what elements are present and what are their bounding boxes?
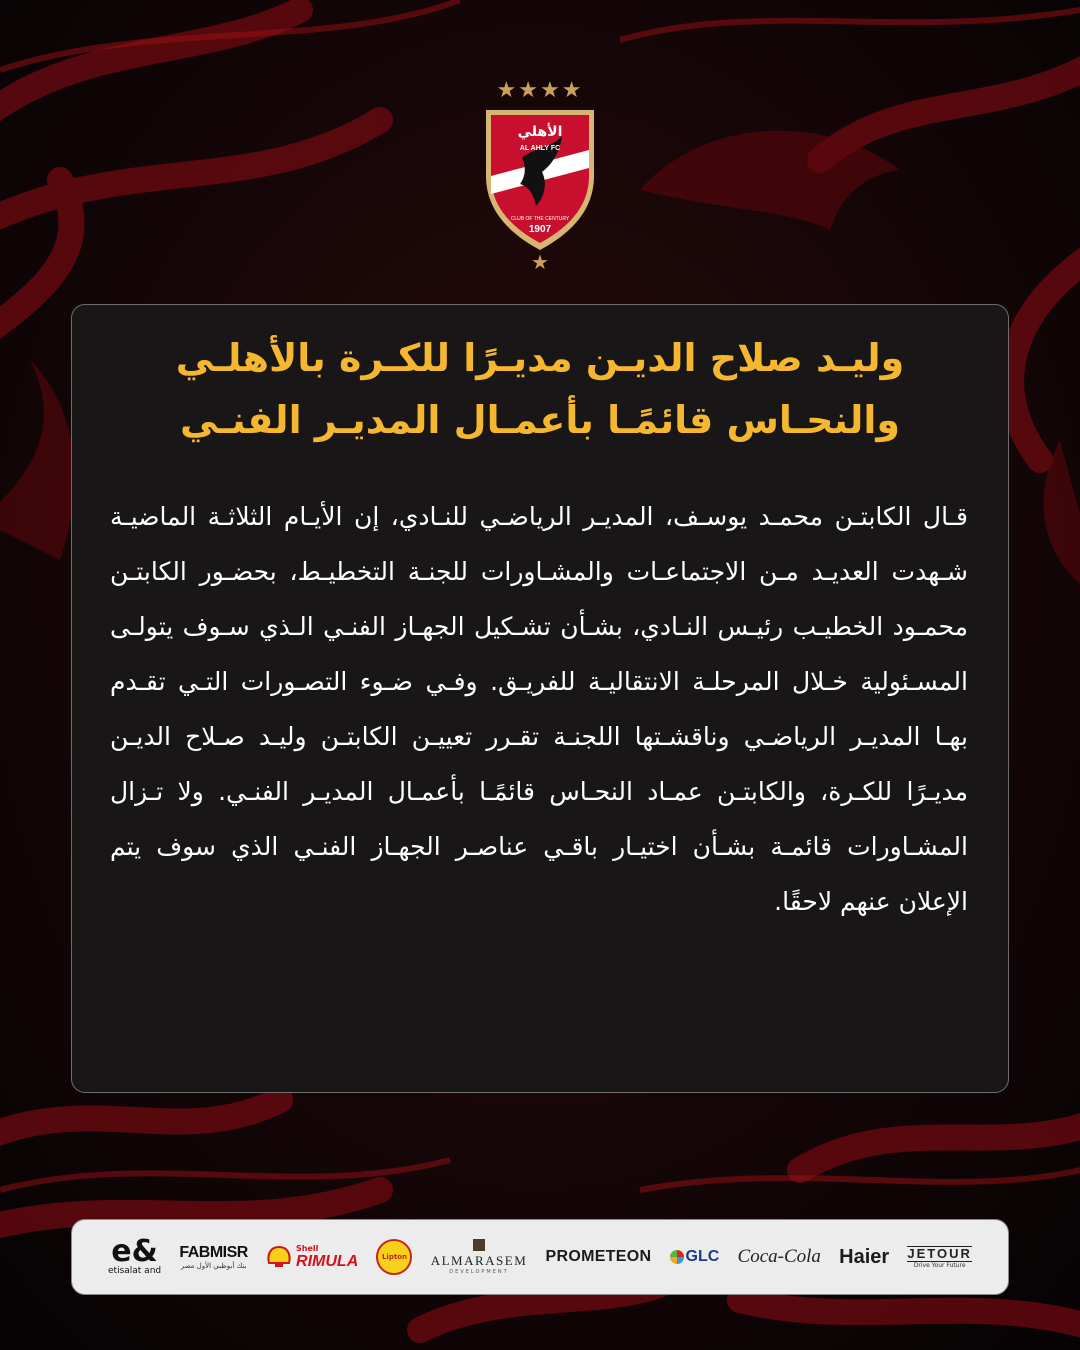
sponsor-lipton	[376, 1239, 412, 1275]
fabmisr-logo: FABMISR	[179, 1243, 248, 1261]
sponsor-almarasem	[431, 1239, 528, 1275]
jetour-logo: JETOUR	[907, 1245, 972, 1261]
haier-logo: Haier	[839, 1245, 890, 1268]
announcement-body: قـال الكابتـن محمـد يوسـف، المديـر الرياضـي للنـادي، إن الأيـام الثلاثـة الماضيـة شـهدت العديـد مـن الاجتماعـات والمشـاورات للجنـة التخطيـط، بحضـور الكابتـن محمـود الخطيـب رئيـس النـادي، بشـأن تشـكيل الجهـاز الفنـي الـذي سـوف يتولـى المسـئولية خـلال المرحلـة الانتقاليـة للفريـق. وفـي ضـوء التصـورات التـي تقـدم بهـا المديـر الرياضـي وناقشـتها اللجنـة تقـرر تعييـن الكابتـن وليـد صـلاح الديـن مديـرًا للكـرة، والكابتـن عمـاد النحـاس قائمًـا بأعمـال المديـر الفنـي. ولا تـزال المشـاورات قائمـة بشـأن اختيـار باقـي عناصـر الجهـاز الفنـي الذي سوف يتم الإعلان عنهم لاحقًا.	[110, 502, 968, 916]
championship-stars: ★★★★	[496, 78, 584, 103]
sponsor-shell-rimula	[266, 1244, 358, 1271]
sponsor-bar	[71, 1219, 1009, 1295]
lipton-logo: Lipton	[376, 1239, 412, 1275]
shell-pecten-icon	[266, 1245, 292, 1269]
etisalat-logo: e&	[111, 1234, 158, 1269]
jetour-tagline: Drive Your Future	[913, 1261, 966, 1269]
crest-motto: CLUB OF THE CENTURY	[510, 216, 570, 222]
club-crest	[480, 78, 600, 278]
sponsor-prometeon	[546, 1248, 652, 1266]
glc-logo: GLC	[685, 1248, 720, 1265]
sponsor-fabmisr	[179, 1244, 248, 1271]
crest-english-name: AL AHLY FC	[519, 145, 561, 152]
rimula-label: RIMULA	[296, 1252, 359, 1270]
sponsor-haier	[839, 1246, 889, 1269]
sponsor-cocacola	[738, 1246, 821, 1268]
crest-shield	[482, 106, 598, 252]
sponsor-glc	[670, 1248, 720, 1266]
crest-arabic-name: الأهلي	[517, 124, 563, 140]
headline-line-1: وليـد صلاح الديـن مديـرًا للكـرة بالأهلـي	[175, 336, 905, 380]
cocacola-logo: Coca-Cola	[737, 1246, 821, 1267]
crest-year: 1907	[528, 224, 552, 235]
etisalat-label: etisalat and	[108, 1266, 162, 1276]
announcement-panel	[71, 304, 1009, 1093]
almarasem-cube-icon	[473, 1239, 485, 1251]
almarasem-subtitle: DEVELOPMENT	[449, 1269, 509, 1275]
almarasem-logo: ALMARASEM	[430, 1253, 528, 1268]
shell-label: Shell	[296, 1243, 319, 1253]
fabmisr-subtitle: بنك أبوظبي الأول مصر	[180, 1261, 247, 1270]
sponsor-jetour	[907, 1246, 972, 1269]
headline	[72, 327, 1008, 451]
prometeon-logo: PROMETEON	[545, 1248, 652, 1265]
headline-line-2: والنحـاس قائمًـا بأعمـال المديـر الفنـي	[180, 398, 900, 442]
sponsor-etisalat	[108, 1234, 162, 1276]
glc-ball-icon	[670, 1250, 684, 1264]
bottom-star: ★	[531, 250, 549, 274]
